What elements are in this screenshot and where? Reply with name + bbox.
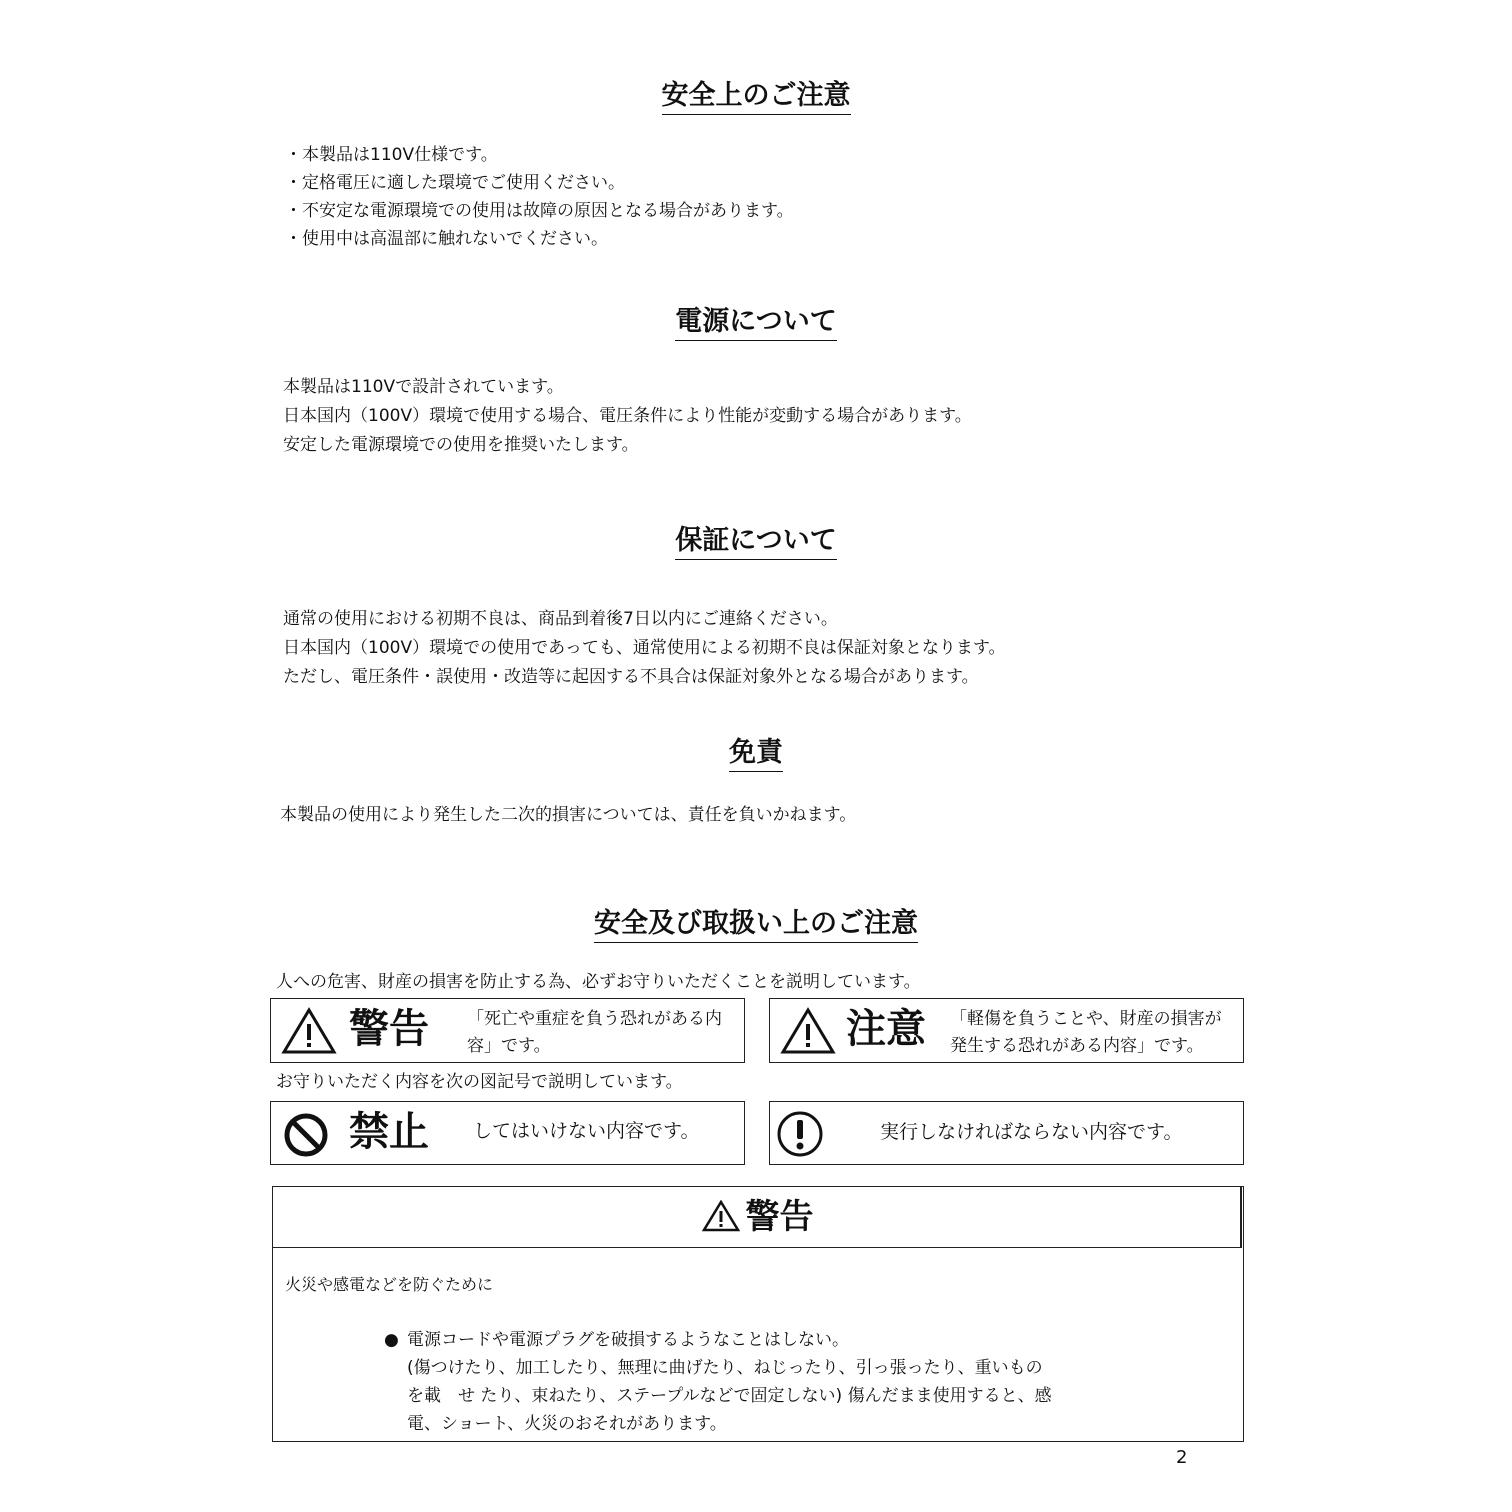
list-item: ・本製品は110V仕様です。: [285, 145, 498, 165]
power-title: 電源について: [0, 304, 1512, 340]
warning-panel-bullet: ●: [384, 1330, 399, 1350]
warning-description: 「死亡や重症を負う恐れがある内 容」です。: [467, 1009, 722, 1056]
warning-triangle-icon: [281, 1007, 337, 1055]
symbols-intro: お守りいただく内容を次の図記号で説明しています。: [276, 1072, 683, 1092]
caution-label: 注意: [846, 1005, 926, 1052]
warranty-text: [283, 605, 1006, 692]
paragraph-line: 本製品は110Vで設計されています。: [283, 377, 564, 397]
warning-panel-body: [407, 1326, 1052, 1438]
caution-description: 「軽傷を負うことや、財産の損害が 発生する恐れがある内容」です。: [950, 1009, 1222, 1056]
list-item: ・不安定な電源環境での使用は故障の原因となる場合があります。: [285, 201, 794, 221]
mandatory-exclamation-icon: [776, 1110, 824, 1158]
handling-title: 安全及び取扱い上のご注意: [0, 906, 1512, 942]
paragraph-line: ただし、電圧条件・誤使用・改造等に起因する不具合は保証対象外となる場合があります。: [283, 667, 979, 687]
handling-intro: 人への危害、財産の損害を防止する為、必ずお守りいただくことを説明しています。: [276, 972, 921, 992]
safety-title: 安全上のご注意: [0, 78, 1512, 114]
paragraph-line: (傷つけたり、加工したり、無理に曲げたり、ねじったり、引っ張ったり、重いもの: [407, 1358, 1043, 1378]
paragraph-line: 電源コードや電源プラグを破損するようなことはしない。: [407, 1330, 849, 1350]
caution-legend-box: [769, 998, 1244, 1063]
mandatory-legend-box: [769, 1101, 1244, 1165]
warning-legend-box: [270, 998, 745, 1063]
page-number: 2: [1176, 1447, 1188, 1468]
warranty-title: 保証について: [0, 523, 1512, 559]
paragraph-line: 日本国内（100V）環境で使用する場合、電圧条件により性能が変動する場合があります。: [283, 406, 972, 426]
list-item: ・定格電圧に適した環境でご使用ください。: [285, 173, 625, 193]
warning-panel-title: 警告: [273, 1195, 1242, 1239]
paragraph-line: 電、ショート、火災のおそれがあります。: [407, 1414, 727, 1434]
paragraph-line: 本製品の使用により発生した二次的損害については、責任を負いかねます。: [280, 805, 857, 825]
disclaimer-title: 免責: [0, 735, 1512, 771]
paragraph-line: を載 せ たり、束ねたり、ステープルなどで固定しない) 傷んだまま使用すると、感: [407, 1386, 1052, 1406]
prohibit-label: 禁止: [349, 1108, 429, 1155]
paragraph-line: 安定した電源環境での使用を推奨いたします。: [283, 435, 639, 455]
caution-triangle-icon: [780, 1007, 836, 1055]
prohibit-legend-box: [270, 1101, 745, 1165]
warning-triangle-icon: [702, 1200, 740, 1232]
warning-panel: [272, 1186, 1244, 1442]
mandatory-description: 実行しなければならない内容です。: [880, 1121, 1183, 1143]
warning-panel-header: [273, 1187, 1242, 1248]
warning-panel-subtitle: 火災や感電などを防ぐために: [285, 1275, 494, 1294]
prohibit-description: してはいけない内容です。: [473, 1120, 700, 1142]
paragraph-line: 日本国内（100V）環境での使用であっても、通常使用による初期不良は保証対象となります。: [283, 638, 1006, 658]
warning-label: 警告: [349, 1005, 429, 1052]
paragraph-line: 通常の使用における初期不良は、商品到着後7日以内にご連絡ください。: [283, 609, 838, 629]
safety-list: [285, 141, 794, 253]
prohibit-icon: [283, 1112, 329, 1158]
disclaimer-text: [280, 801, 856, 830]
power-text: [283, 373, 972, 460]
list-item: ・使用中は高温部に触れないでください。: [285, 229, 608, 249]
